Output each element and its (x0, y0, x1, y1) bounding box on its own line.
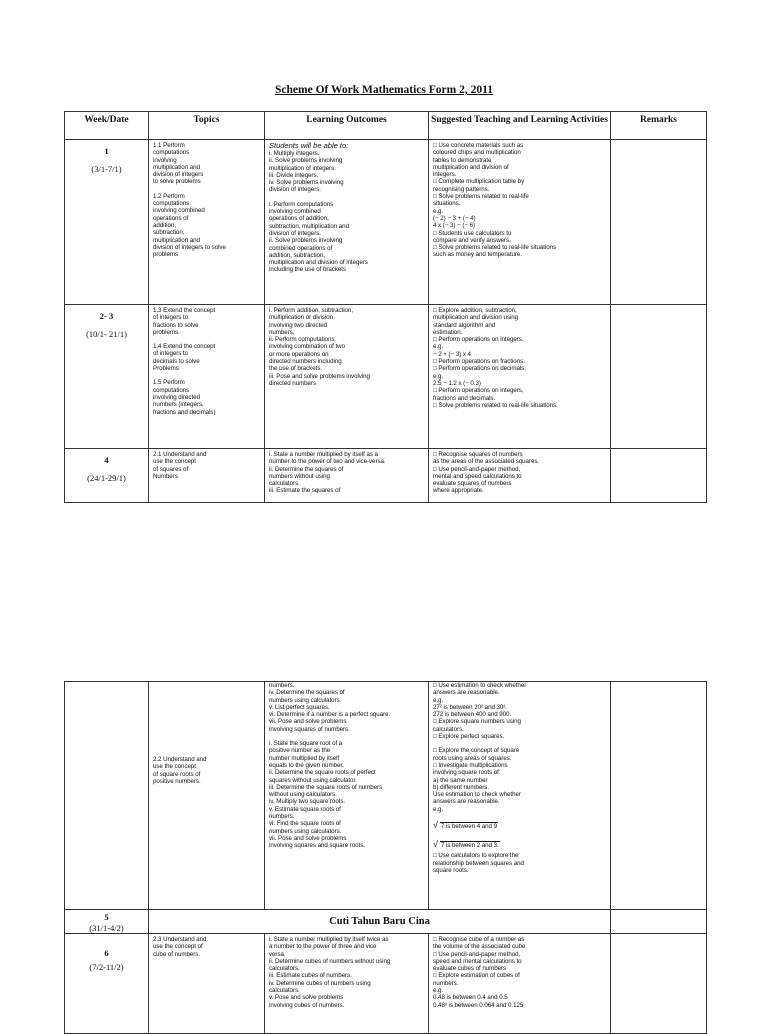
header-row (65, 112, 707, 140)
outcomes-text: i. State a number multiplied by itself as a number to the power of two and vice-versa. ii. Determine the squares of numbers without using calculators. iii. Estimate the squares of (269, 451, 386, 495)
sqrt-icon: √ (433, 820, 438, 831)
topic-text: 2.2 Understand and use the concept of square roots of positive numbers. (153, 756, 207, 785)
week-date: (7/2-11/2) (89, 962, 124, 972)
week-number: 1 (104, 146, 109, 156)
topic-text: 1.3 Extend the concept of integers to fractions to solve problems. (153, 307, 216, 336)
outcomes-cell (265, 140, 429, 305)
activities-text: □ Recognise cube of a number as the volume of the associated cube. □ Use pencil-and-paper method, speed and mental calculations to evaluate cubes of numbers □ Explore estimation of cubes of numbers. e.g. 0.48 is between 0.4 and 0.5 0.48³ is between 0.064 and 0.125 (433, 936, 527, 1009)
activities-text: □ Use calculators to explore the relationship between squares and square roots. (433, 852, 524, 874)
topic-text: 1.2 Perform computations involving combined operations of addition, subtraction, multiplication and division of integers to solve problems (153, 192, 226, 259)
outcomes-intro: Students will be able to: (269, 141, 349, 150)
topic-text: 1.4 Extend the concept of integers to decimals to solve Problems (153, 343, 216, 373)
remarks-cell (611, 305, 707, 449)
scheme-table-bottom (64, 681, 707, 1034)
sqrt-text: 7 is between 2 and 3. (440, 841, 499, 849)
topics-cell (149, 449, 265, 503)
topic-text: 2.1 Understand and use the concept of squares of Numbers (153, 451, 207, 480)
week-cell (65, 449, 149, 503)
activities-text: □ Recognise squares of numbers as the areas of the associated squares. □ Use pencil-and-paper method, mental and speed calculations to evaluate squares of numbers where appropriate. (433, 451, 540, 495)
week-date: (10/1- 21/1) (86, 329, 127, 339)
header-outcomes: Learning Outcomes (265, 112, 429, 140)
sqrt-example (433, 834, 606, 850)
remarks-cell (611, 140, 707, 305)
topics-cell (149, 305, 265, 449)
topic-text: 1.5 Perform computations involving directed numbers (integers, fractions and decimals) (153, 379, 216, 416)
table-row (65, 140, 707, 305)
activities-text: □ Use concrete materials such as coloured chips and multiplication tables to demonstrate multiplication and division of integers. □ Complete multiplication table by recognising patterns. □ Solve problems related to real-life situations. e.g. (− 2) − 3 + (− 4) 4 x (− 3) − (− 6) □ Students use calculators to compare and verify answers. □ Solve problems related to real-life situations such as money and temperature. (433, 142, 557, 259)
remarks-cell (611, 682, 707, 910)
header-week: Week/Date (65, 112, 149, 140)
week-cell (65, 934, 149, 1034)
topic-text: 1.1 Perform computations involving multiplication and division of integers to solve problems (153, 142, 204, 186)
week-date: (24/1-29/1) (87, 473, 126, 483)
outcomes-cell (265, 305, 429, 449)
topics-cell (149, 140, 265, 305)
activities-text: □ Explore the concept of square roots using areas of squares. □ Investigate multiplications involving square roots of: a) the same number b) different numbers. Use estimation to check whether answers are reasonable. e.g. (433, 747, 521, 813)
outcomes-cell (265, 449, 429, 503)
activities-cell (429, 682, 611, 910)
outcomes-text: i. State a number multiplied by itself twice as a number to the power of three and vice versa. ii. Determine cubes of numbers without using calculators. iii. Estimate cubes of numbers. iv. Determine cubes of numbers using calculators. v. Pose and solve problems involving cubes of numbers. (269, 936, 391, 1009)
outcomes-text: i. Perform computations involving combined operations of addition, subtraction, multiplication and division of integers. ii. Solve problems involving combined operations of addition, subtraction, multiplication and division of integers including the use of brackets (269, 200, 368, 274)
table-row (65, 305, 707, 449)
week-number: 6 (104, 948, 109, 958)
sqrt-icon: √ (433, 838, 438, 849)
week-cell (65, 305, 149, 449)
activities-cell (429, 934, 611, 1034)
topics-cell (149, 934, 265, 1034)
activities-text: □ Use estimation to check whether answers are reasonable. e.g. 27² is between 20² and 30². 272 is between 400 and 900. □ Explore square numbers using calculators. □ Explore perfect squares. (433, 682, 527, 741)
activities-cell (429, 305, 611, 449)
week-cell (65, 682, 149, 910)
activities-text: □ Explore addition, subtraction, multiplication and division using standard algorithm and estimation. □ Perform operations on integers. e.g. − 2 + (− 3) x 4 □ Perform operations on fractions. □ Perform operations on decimals. e.g. 2.5 − 1.2 x (− 0.3) □ Perform operations on integers, fractions and decimals. □ Solve problems related to real-life situations. (433, 307, 558, 409)
remarks-cell (611, 934, 707, 1034)
page-title: Scheme Of Work Mathematics Form 2, 2011 (275, 84, 493, 96)
week-cell (65, 910, 149, 934)
holiday-label: Cuti Tahun Baru Cina (149, 910, 611, 934)
table-row (65, 934, 707, 1034)
week-date: (31/1-4/2) (89, 923, 124, 933)
topic-text: 2.3 Understand and use the concept of cube of numbers. (153, 936, 207, 958)
week-cell (65, 140, 149, 305)
outcomes-text: i. Perform addition, subtraction, multiplication or division involving two directed numbers. ii. Perform computations involving combination of two or more operations on directed numbers including the use of brackets. iii. Pose and solve problems involving directed numbers (269, 307, 370, 387)
outcomes-text: numbers. iv. Determine the squares of numbers using calculators. v. List perfect squares. vi. Determine if a number is a perfect square. vii. Pose and solve problems involving squares of numbers. (269, 682, 391, 733)
remarks-cell (611, 449, 707, 503)
sqrt-text: 7 is between 4 and 9 (440, 823, 497, 831)
topics-cell (149, 682, 265, 910)
outcomes-cell (265, 682, 429, 910)
outcomes-text: i. State the square root of a positive number as the number multiplied by itself equals to the given number. ii. Determine the square roots of perfect squares without using calculator. iii. Determine the square roots of numbers without using calculators. iv. Multiply two square roots. v. Estimate square roots of numbers. vi. Find the square roots of numbers using calculators. vii. Pose and solve problems involving squares and square roots. (269, 740, 383, 850)
header-remarks: Remarks (611, 112, 707, 140)
header-topics: Topics (149, 112, 265, 140)
sqrt-example (433, 815, 606, 831)
week-number: 5 (104, 912, 109, 922)
week-number: 4 (104, 455, 109, 465)
outcomes-cell (265, 934, 429, 1034)
scheme-table-top (64, 111, 707, 503)
header-activities: Suggested Teaching and Learning Activities (429, 112, 611, 140)
table-row (65, 449, 707, 503)
activities-cell (429, 449, 611, 503)
week-date: (3/1-7/1) (91, 164, 122, 174)
outcomes-text: i. Multiply integers. ii. Solve problems involving multiplication of integers. iii. Divide integers. iv. Solve problems involving division of integers. (269, 150, 344, 194)
remarks-cell (611, 910, 707, 934)
activities-cell (429, 140, 611, 305)
week-number: 2- 3 (99, 311, 114, 321)
table-row (65, 910, 707, 934)
table-row (65, 682, 707, 910)
